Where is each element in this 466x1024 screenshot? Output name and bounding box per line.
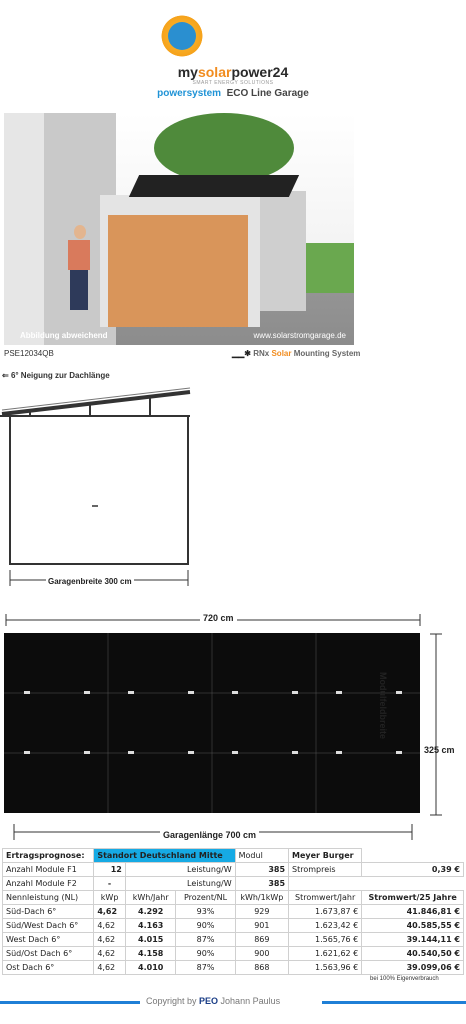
module-label: Modul [235,849,288,863]
brand-logo-icon [156,10,208,62]
row-year: 1.673,87 € [289,905,362,919]
table-row [3,933,464,947]
mounting-system-label: ▁▁✱ RNx Solar Mounting System [232,349,361,358]
col-spec: kWh/1kWp [235,891,288,905]
table-row [3,947,464,961]
row-spec: 900 [235,947,288,961]
photo-website: www.solarstromgarage.de [253,331,346,340]
peo-logo: PEO [199,996,219,1006]
location-cell: Standort Deutschland Mitte [94,849,235,863]
photo-disclaimer: Abbildung abweichend [20,331,108,340]
row-kwh: 4.010 [125,961,176,975]
tilt-label: ⇐ 6° Neigung zur Dachlänge [2,371,110,380]
row-pct: 90% [176,947,235,961]
row-kwp: 4,62 [94,933,126,947]
module-field-width-value: 325 cm [424,745,455,755]
product-code: PSE12034QB [4,349,54,358]
row-kwh: 4.158 [125,947,176,961]
f2-power-label: Leistung/W [125,877,235,891]
garage-side-drawing [0,384,200,594]
row-25y: 39.099,06 € [362,961,464,975]
yield-forecast-table [2,848,464,975]
arrow-left-icon: ⇐ [2,371,11,380]
row-year: 1.621,62 € [289,947,362,961]
row-name: Süd/Ost Dach 6° [3,947,94,961]
row-name: Süd-Dach 6° [3,905,94,919]
consumption-note: bei 100% Eigenverbrauch [370,976,439,982]
brand-tagline: SMART ENERGY SOLUTIONS [192,80,274,86]
table-row [3,905,464,919]
row-25y: 41.846,81 € [362,905,464,919]
row-spec: 929 [235,905,288,919]
row-spec: 868 [235,961,288,975]
table-header-row [3,891,464,905]
footer-divider [322,1001,466,1004]
table-row [3,961,464,975]
garage-length-label: Garagenlänge 700 cm [160,830,259,840]
f2-count: - [94,877,126,891]
row-pct: 87% [176,933,235,947]
copyright: Copyright by PEO Johann Paulus [146,996,281,1006]
forecast-title: Ertragsprognose: [3,849,94,863]
col-kwh: kWh/Jahr [125,891,176,905]
f2-power: 385 [235,877,288,891]
row-name: Ost Dach 6° [3,961,94,975]
pv-module-field [4,633,420,813]
col-kwp: kWp [94,891,126,905]
row-kwh: 4.292 [125,905,176,919]
price-label: Strompreis [289,863,362,877]
module-field-width-label: Modulfeldbreite [378,672,388,739]
row-kwp: 4,62 [94,947,126,961]
row-pct: 87% [176,961,235,975]
col-name: Nennleistung (NL) [3,891,94,905]
row-spec: 901 [235,919,288,933]
product-title: powersystem ECO Line Garage [157,88,309,99]
col-25y: Stromwert/25 Jahre [362,891,464,905]
col-pct: Prozent/NL [176,891,235,905]
garage-width-label: Garagenbreite 300 cm [48,577,132,586]
row-kwp: 4,62 [94,961,126,975]
row-kwh: 4.015 [125,933,176,947]
row-name: West Dach 6° [3,933,94,947]
row-year: 1.623,42 € [289,919,362,933]
row-year: 1.563,96 € [289,961,362,975]
brand-name: mysolarpower24 [177,64,289,80]
footer-divider [0,1001,140,1004]
row-name: Süd/West Dach 6° [3,919,94,933]
row-pct: 90% [176,919,235,933]
row-25y: 40.585,55 € [362,919,464,933]
f1-label: Anzahl Module F1 [3,863,94,877]
f1-power: 385 [235,863,288,877]
price-value: 0,39 € [362,863,464,877]
row-25y: 40.540,50 € [362,947,464,961]
row-kwp: 4,62 [94,905,126,919]
garage-photo [4,113,354,345]
row-pct: 93% [176,905,235,919]
f2-label: Anzahl Module F2 [3,877,94,891]
col-year: Stromwert/Jahr [289,891,362,905]
f1-power-label: Leistung/W [125,863,235,877]
module-brand: Meyer Burger [289,849,362,863]
row-year: 1.565,76 € [289,933,362,947]
row-kwp: 4,62 [94,919,126,933]
row-25y: 39.144,11 € [362,933,464,947]
row-spec: 869 [235,933,288,947]
f1-count: 12 [94,863,126,877]
total-length-label: 720 cm [200,613,237,623]
row-kwh: 4.163 [125,919,176,933]
table-row [3,919,464,933]
